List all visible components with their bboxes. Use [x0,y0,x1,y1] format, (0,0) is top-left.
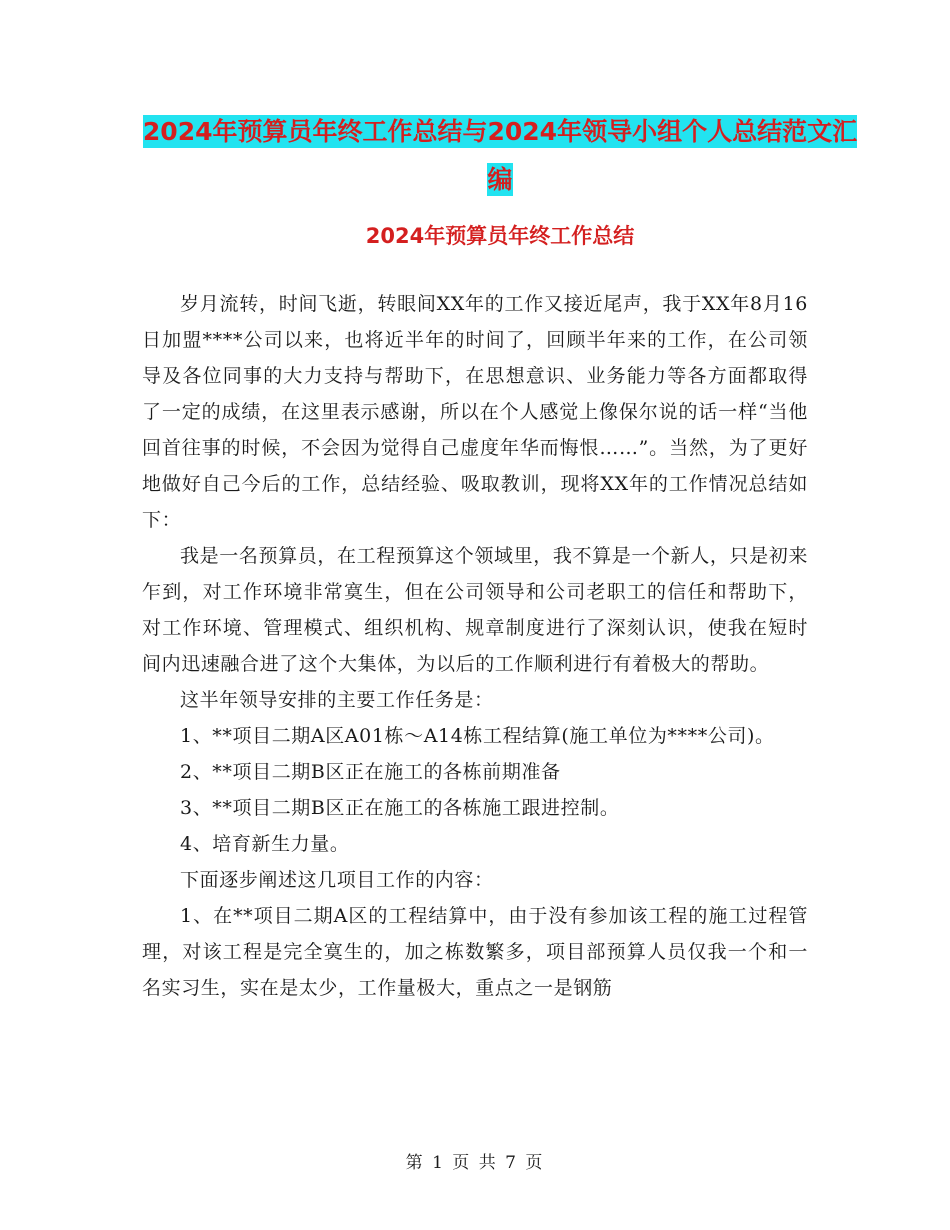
paragraph: 下面逐步阐述这几项目工作的内容： [180,869,494,891]
document-body [142,286,808,1006]
paragraph: 岁月流转，时间飞逝，转眼间XX年的工作又接近尾声，我于XX年8月16日加盟****公司以来，也将近半年的时间了，回顾半年来的工作，在公司领导及各位同事的大力支持与帮助下，在思想意识、业务能力等各方面都取得了一定的成绩，在这里表示感谢，所以在个人感觉上像保尔说的话一样“当他回首往事的时候，不会因为觉得自己虚度年华而悔恨……”。当然，为了更好地做好自己今后的工作，总结经验、吸取教训，现将XX年的工作情况总结如下： [142,293,808,531]
paragraph: 1、在**项目二期A区的工程结算中，由于没有参加该工程的施工过程管理，对该工程是完全寞生的，加之栋数繁多，项目部预算人员仅我一个和一名实习生，实在是太少，工作量极大，重点之一是钢筋 [142,905,808,999]
document-title-highlight: 2024年预算员年终工作总结与2024年领导小组个人总结范文汇编 [142,117,858,194]
section-title: 2024年预算员年终工作总结 [365,224,635,248]
page-footer: 第 1 页 共 7 页 [405,1153,545,1173]
document-title [140,108,860,204]
paragraph: 4、培育新生力量。 [180,833,350,855]
paragraph: 我是一名预算员，在工程预算这个领域里，我不算是一个新人，只是初来乍到，对工作环境非常寞生，但在公司领导和公司老职工的信任和帮助下，对工作环境、管理模式、组织机构、规章制度进行了深刻认识，使我在短时间内迅速融合进了这个大集体，为以后的工作顺利进行有着极大的帮助。 [142,545,808,675]
paragraph: 1、**项目二期A区A01栋～A14栋工程结算(施工单位为****公司)。 [180,725,775,747]
paragraph: 2、**项目二期B区正在施工的各栋前期准备 [180,761,561,783]
paragraph: 3、**项目二期B区正在施工的各栋施工跟进控制。 [180,797,620,819]
paragraph: 这半年领导安排的主要工作任务是： [180,689,494,711]
